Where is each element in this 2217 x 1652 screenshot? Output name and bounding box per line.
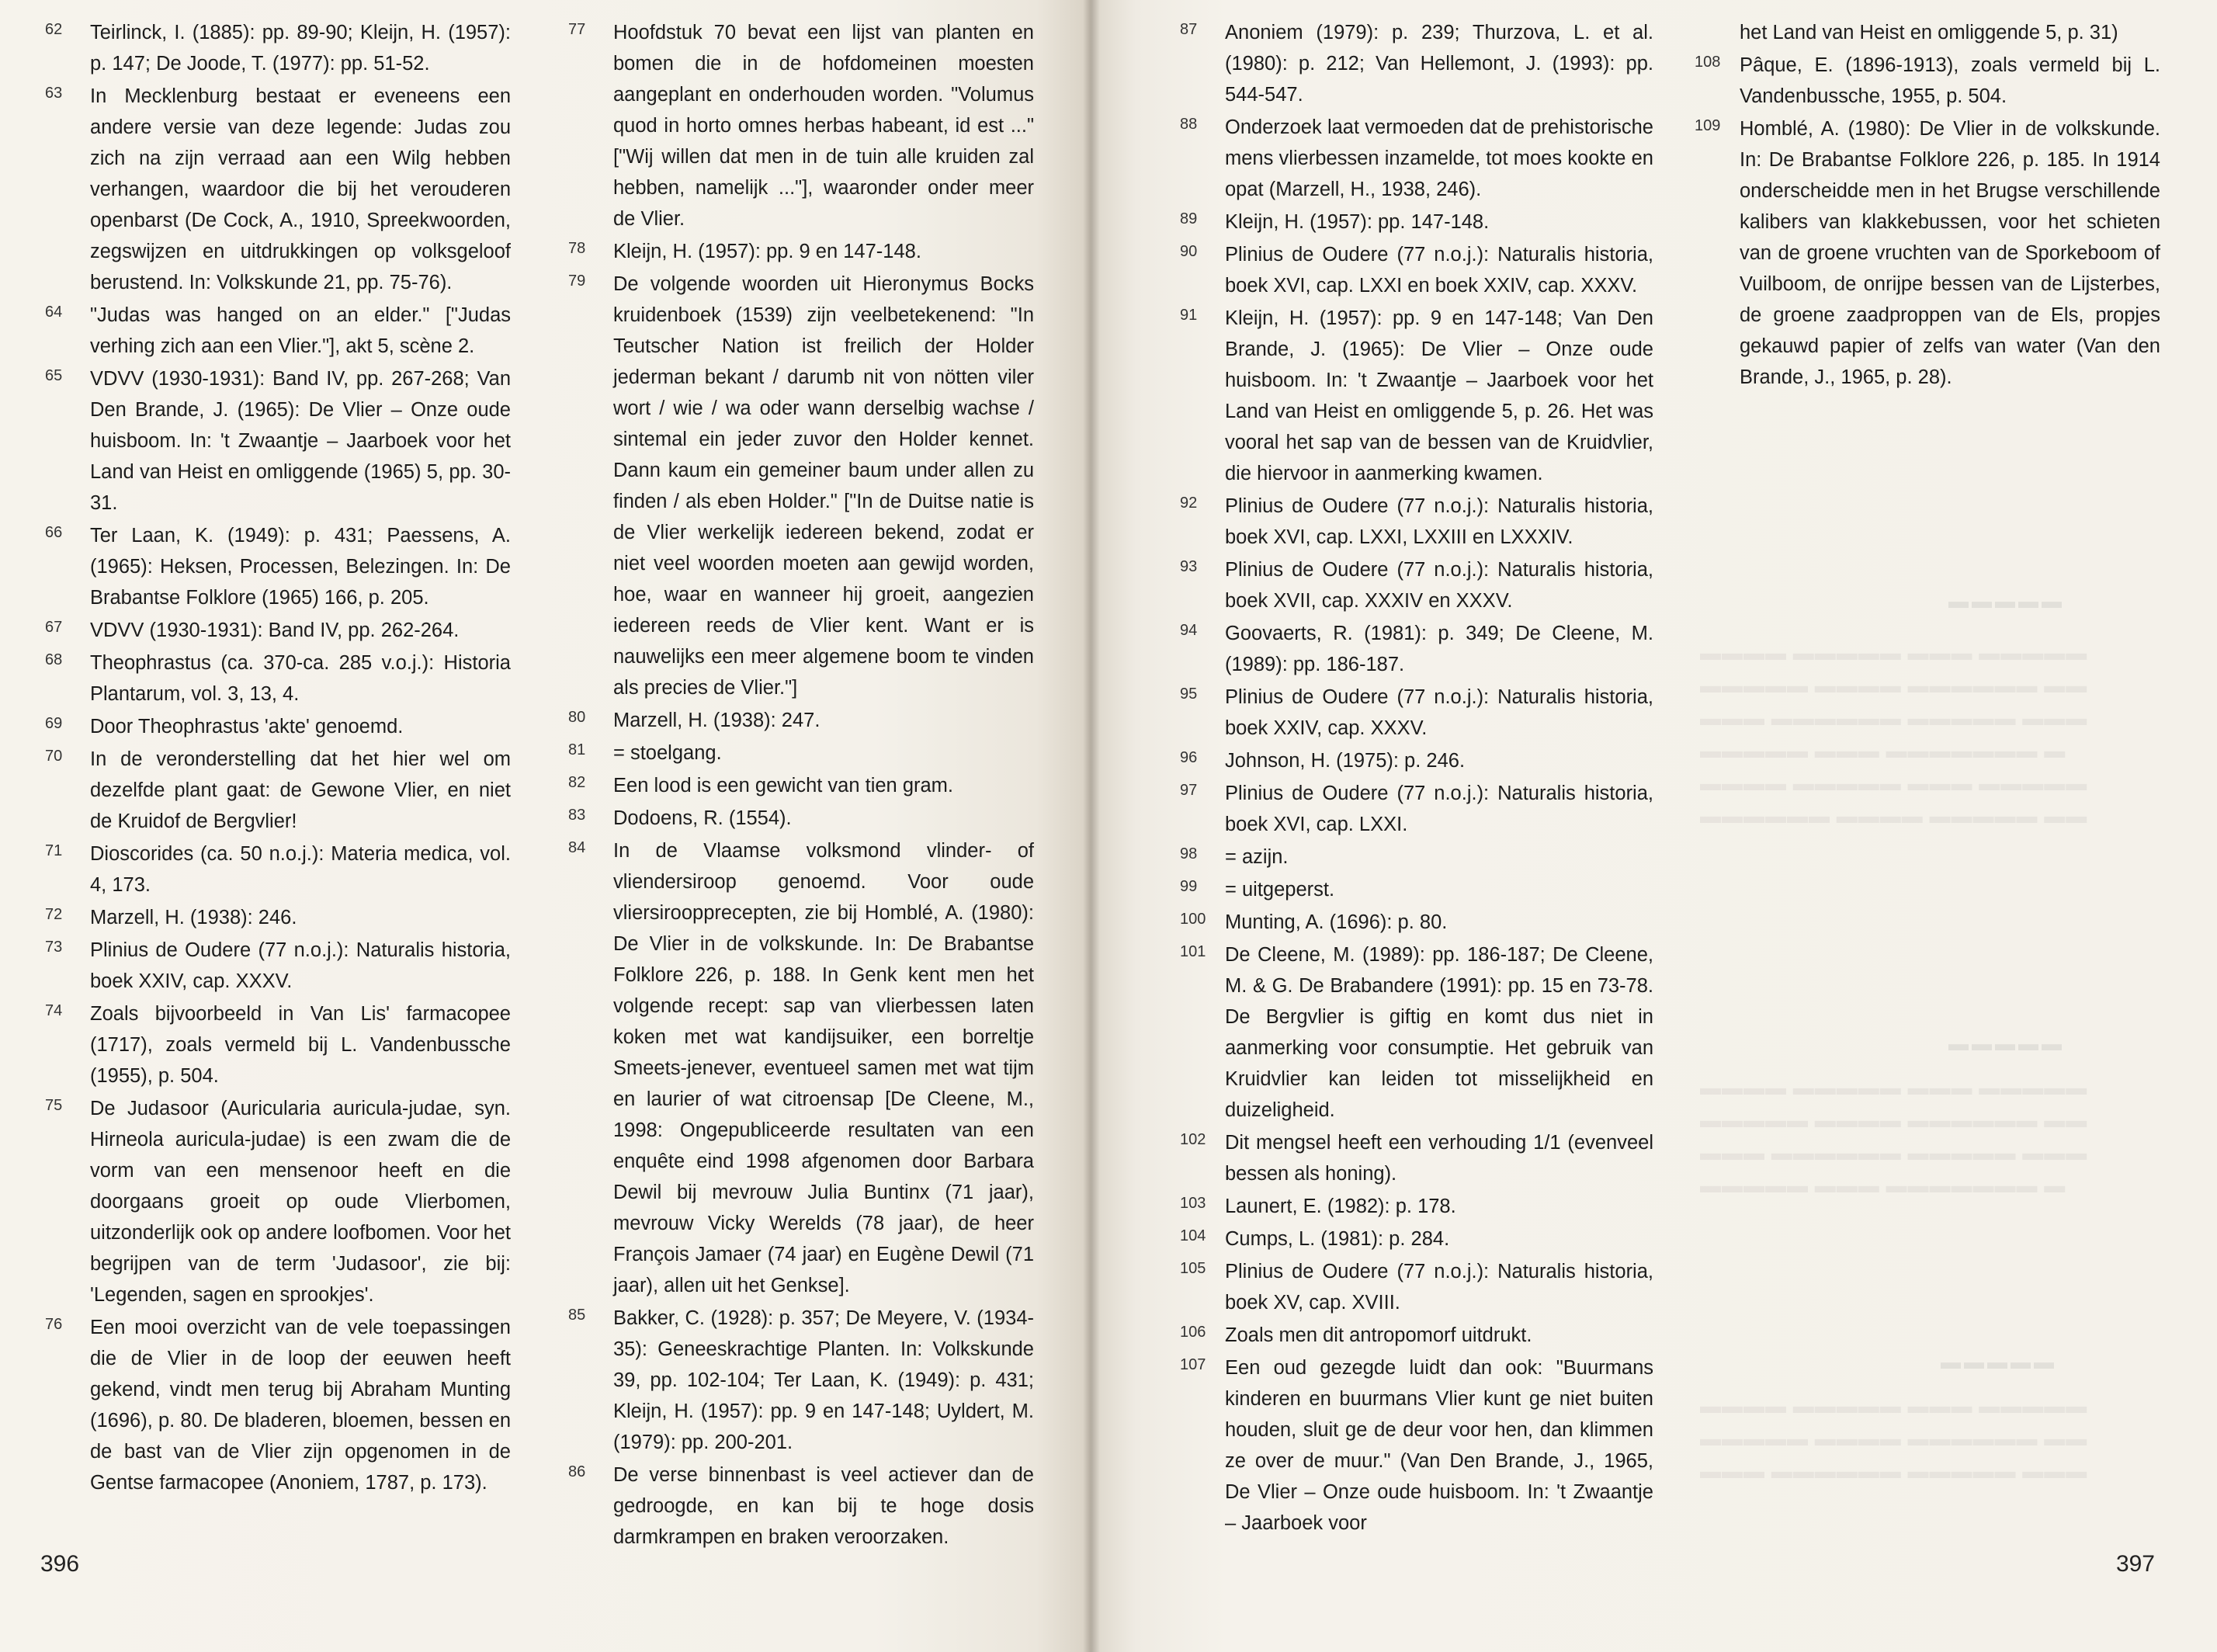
footnote <box>1180 907 1653 938</box>
footnote-text: Kleijn, H. (1957): pp. 147-148. <box>1225 211 1490 233</box>
footnote-text: Kleijn, H. (1957): pp. 9 en 147-148; Van Den Brande, J. (1965): De Vlier – Onze oude huisboom. In: 't Zwaantje – Jaarboek voor het Land van Heist en omliggende 5, p. 26. Het was vooral het sap van de bessen van de Kruidvlier, die hiervoor in aanmerking kwamen. <box>1225 307 1653 484</box>
footnote <box>45 1312 511 1498</box>
footnote <box>1180 1320 1653 1351</box>
footnote-number: 103 <box>1180 1195 1206 1212</box>
footnote <box>1180 1191 1653 1222</box>
footnote-number: 93 <box>1180 558 1198 575</box>
footnote-text: Anoniem (1979): p. 239; Thurzova, L. et al. (1980): p. 212; Van Hellemont, J. (1993): pp. 544-547. <box>1225 22 1653 106</box>
footnote-text: Goovaerts, R. (1981): p. 349; De Cleene, M. (1989): pp. 186-187. <box>1225 623 1653 675</box>
footnote-text: Cumps, L. (1981): p. 284. <box>1225 1228 1450 1250</box>
footnote <box>45 615 511 646</box>
footnote-number: 64 <box>45 304 63 321</box>
footnote <box>45 902 511 933</box>
footnote <box>1180 939 1653 1126</box>
footnote <box>1180 778 1653 840</box>
footnote-text: Dodoens, R. (1554). <box>613 807 792 829</box>
footnote-number: 65 <box>45 367 63 384</box>
footnote-number: 96 <box>1180 749 1198 766</box>
footnote-number: 72 <box>45 906 63 923</box>
footnote-text: Theophrastus (ca. 370-ca. 285 v.o.j.): Historia Plantarum, vol. 3, 13, 4. <box>90 652 511 705</box>
footnote <box>1180 1256 1653 1318</box>
footnote-number: 86 <box>568 1463 586 1480</box>
left-page <box>0 0 1091 1652</box>
footnote-text: = azijn. <box>1225 846 1289 868</box>
footnote-number: 70 <box>45 748 63 765</box>
footnote-text: Zoals men dit antropomorf uitdrukt. <box>1225 1324 1532 1346</box>
footnote-number: 85 <box>568 1307 586 1324</box>
footnote-number: 76 <box>45 1316 63 1333</box>
footnote-text: Plinius de Oudere (77 n.o.j.): Naturalis historia, boek XVI, cap. LXXI, LXXIII en LXXXIV. <box>1225 495 1653 548</box>
page-number: 396 <box>40 1551 80 1577</box>
footnote <box>45 17 511 79</box>
footnote-text: Dioscorides (ca. 50 n.o.j.): Materia medica, vol. 4, 173. <box>90 843 511 896</box>
page-number: 397 <box>2115 1551 2155 1577</box>
footnote-text: Plinius de Oudere (77 n.o.j.): Naturalis historia, boek XVII, cap. XXXIV en XXXV. <box>1225 559 1653 612</box>
footnote-text: VDVV (1930-1931): Band IV, pp. 267-268; Van Den Brande, J. (1965): De Vlier – Onze oude huisboom. In: 't Zwaantje – Jaarboek voor het Land van Heist en omliggende (1965) 5, pp. 30-31. <box>90 368 511 514</box>
footnote <box>1180 1223 1653 1255</box>
footnote-text: De Cleene, M. (1989): pp. 186-187; De Cleene, M. & G. De Brabandere (1991): pp. 15 en 73-78. De Bergvlier is giftig en komt dus niet in aanmerking voor consumptie. Het gebruik van Kruidvlier kan leiden tot misselijkheid en duizeligheid. <box>1225 944 1653 1121</box>
footnote <box>568 705 1034 736</box>
footnote-number: 83 <box>568 807 586 824</box>
footnote-number: 108 <box>1695 54 1721 71</box>
footnote-number: 67 <box>45 619 63 636</box>
footnote-number: 101 <box>1180 943 1206 960</box>
footnote-text: het Land van Heist en omliggende 5, p. 31) <box>1740 22 2118 43</box>
footnote-text: Onderzoek laat vermoeden dat de prehistorische mens vlierbessen inzamelde, tot moes kookte en opat (Marzell, H., 1938, 246). <box>1225 116 1653 200</box>
footnote-number: 81 <box>568 741 586 758</box>
footnote <box>1180 1127 1653 1189</box>
footnote <box>568 1303 1034 1458</box>
footnote-text: Door Theophrastus 'akte' genoemd. <box>90 716 404 738</box>
footnote <box>45 81 511 298</box>
footnote-number: 91 <box>1180 307 1198 324</box>
footnote-number: 105 <box>1180 1260 1206 1277</box>
footnote-text: Plinius de Oudere (77 n.o.j.): Naturalis historia, boek XVI, cap. LXXI. <box>1225 783 1653 835</box>
footnote-text: In Mecklenburg bestaat er eveneens een andere versie van deze legende: Judas zou zich na zijn verraad aan een Wilg hebben verhangen, waardoor die bij het verouderen openbarst (De Cock, A., 1910, Spreekwoorden, zegswijzen en uitdrukkingen op volksgeloof berustend. In: Volkskunde 21, pp. 75-76). <box>90 85 511 293</box>
footnote-text: De verse binnenbast is veel actiever dan de gedroogde, en kan bij te hoge dosis darmkrampen en braken veroorzaken. <box>613 1464 1034 1548</box>
footnote-number: 97 <box>1180 782 1198 799</box>
footnote <box>45 711 511 742</box>
footnote-text: "Judas was hanged on an elder." ["Judas verhing zich aan een Vlier."], akt 5, scène 2. <box>90 304 511 357</box>
footnote <box>45 935 511 997</box>
footnote-text: De volgende woorden uit Hieronymus Bocks kruidenboek (1539) zijn veelbetekenend: "In Teutscher Nation ist freilich der Holder jederman bekant / darumb nit von nötten viler wort / wie / wa oder wann derselbig wachse / sintemal ein jeder zuvor den Holder kennet. Dann kaum ein gemeiner baum under allen zu finden / als eben Holder." ["In de Duitse natie is de Vlier werkelijk iedereen bekend, zodat er niet veel woorden moeten aan gewijd worden, hoe, waar en wanneer hij groeit, aangezien iedereen reeds de Vlier kent. Want er is nauwelijks een meer algemene boom te vinden als precies de Vlier."] <box>613 273 1034 699</box>
footnote-number: 79 <box>568 272 586 290</box>
footnote-number: 107 <box>1180 1356 1206 1373</box>
footnote <box>1180 239 1653 301</box>
footnote-number: 88 <box>1180 116 1198 133</box>
footnote-text: In de Vlaamse volksmond vlinder- of vliendersiroop genoemd. Voor oude vliersiroopprecepten, zie bij Homblé, A. (1980): De Vlier in de volkskunde. In: De Brabantse Folklore 226, p. 188. In Genk kent men het volgende recept: sap van vlierbessen laten koken met wat kandijsuiker, een borreltje Smeets-jenever, eventueel samen met wat tijm en laurier of wat citroensap [De Cleene, M., 1998: Ongepubliceerde resultaten van een enquête eind 1998 afgenomen door Barbara Dewil bij mevrouw Julia Buntinx (71 jaar), mevrouw Vicky Werelds (78 jaar), de heer François Jamaer (74 jaar) en Eugène Dewil (71 jaar), allen uit het Genkse]. <box>613 840 1034 1296</box>
footnote-number: 77 <box>568 21 586 38</box>
footnote <box>1180 112 1653 205</box>
footnote-text: VDVV (1930-1931): Band IV, pp. 262-264. <box>90 620 460 641</box>
footnote <box>568 236 1034 267</box>
footnote-number: 99 <box>1180 878 1198 895</box>
footnote-number: 75 <box>45 1097 63 1114</box>
footnote-text: De Judasoor (Auricularia auricula-judae, syn. Hirneola auricula-judae) is een zwam die de vorm van een mensenoor heeft en die doorgaans groeit op oude Vlierbomen, uitzonderlijk ook op andere loofbomen. Voor het begrijpen van de term 'Judasoor', zie bij: 'Legenden, sagen en sprookjes'. <box>90 1098 511 1306</box>
footnote-number: 95 <box>1180 685 1198 703</box>
footnote-text: Munting, A. (1696): p. 80. <box>1225 911 1448 933</box>
footnote <box>568 738 1034 769</box>
footnote <box>45 300 511 362</box>
footnote-number: 100 <box>1180 911 1206 928</box>
footnote-number: 66 <box>45 524 63 541</box>
footnote <box>45 1093 511 1310</box>
footnote-text: Plinius de Oudere (77 n.o.j.): Naturalis historia, boek XVI, cap. LXXI en boek XXIV, cap. XXXV. <box>1225 244 1653 297</box>
footnote-number: 62 <box>45 21 63 38</box>
footnote-number: 68 <box>45 651 63 668</box>
footnote-number: 104 <box>1180 1227 1206 1244</box>
footnote-text: Plinius de Oudere (77 n.o.j.): Naturalis historia, boek XV, cap. XVIII. <box>1225 1261 1653 1314</box>
footnote-number: 63 <box>45 85 63 102</box>
footnote-number: 73 <box>45 939 63 956</box>
footnote-number: 78 <box>568 240 586 257</box>
footnote-text: Hoofdstuk 70 bevat een lijst van planten en bomen die in de hofdomeinen moesten aangeplant en onderhouden worden. "Volumus quod in horto omnes herbas habeant, id est ..." ["Wij willen dat men in de tuin alle kruiden zal hebben, namelijk ..."], waaronder onder meer de Vlier. <box>613 22 1034 230</box>
footnote-number: 82 <box>568 774 586 791</box>
footnote-text: Bakker, C. (1928): p. 357; De Meyere, V. (1934-35): Geneeskrachtige Planten. In: Volkskunde 39, pp. 102-104; Ter Laan, K. (1949): p. 431; Kleijn, H. (1957): pp. 9 en 147-148; Uyldert, M. (1979): pp. 200-201. <box>613 1307 1034 1453</box>
footnote-number: 106 <box>1180 1324 1206 1341</box>
footnote <box>1180 303 1653 489</box>
footnote-text: Teirlinck, I. (1885): pp. 89-90; Kleijn, H. (1957): p. 147; De Joode, T. (1977): pp. 51-52. <box>90 22 511 75</box>
footnote-number: 102 <box>1180 1131 1206 1148</box>
footnote-number: 74 <box>45 1002 63 1019</box>
footnote-text: Een oud gezegde luidt dan ook: "Buurmans kinderen en buurmans Vlier kunt ge niet buiten houden, sluit ge de deur voor hen, dan klimmen ze over de muur." (Van Den Brande, J., 1965, De Vlier – Onze oude huisboom. In: 't Zwaantje – Jaarboek voor <box>1225 1357 1653 1534</box>
footnote-text: Ter Laan, K. (1949): p. 431; Paessens, A. (1965): Heksen, Processen, Belezingen. In: De Brabantse Folklore (1965) 166, p. 205. <box>90 525 511 609</box>
footnote-text: Homblé, A. (1980): De Vlier in de volkskunde. In: De Brabantse Folklore 226, p. 185. In 1914 onderscheidde men in het Brugse verschillende kalibers van klakkebussen, voor het schieten van de groene vruchten van de Sporkeboom of Vuilboom, de onrijpe bessen van de Lijsterbes, de groene zaadproppen van de Els, propjes gekauwd papier of zelfs van water (Van den Brande, J., 1965, p. 28). <box>1740 118 2160 388</box>
footnote-text: Plinius de Oudere (77 n.o.j.): Naturalis historia, boek XXIV, cap. XXXV. <box>1225 686 1653 739</box>
footnote-number: 80 <box>568 709 586 726</box>
footnote-number: 98 <box>1180 845 1198 862</box>
footnote <box>1180 17 1653 110</box>
footnote-number: 92 <box>1180 495 1198 512</box>
footnote <box>568 1459 1034 1553</box>
footnote <box>1180 1352 1653 1539</box>
footnote <box>568 770 1034 801</box>
footnote-text: Pâque, E. (1896-1913), zoals vermeld bij L. Vandenbussche, 1955, p. 504. <box>1740 54 2160 107</box>
footnote-number: 109 <box>1695 117 1721 134</box>
footnote <box>568 269 1034 703</box>
footnote-number: 94 <box>1180 622 1198 639</box>
footnote-number: 87 <box>1180 21 1198 38</box>
footnote-text: Plinius de Oudere (77 n.o.j.): Naturalis historia, boek XXIV, cap. XXXV. <box>90 939 511 992</box>
footnote-text: Dit mengsel heeft een verhouding 1/1 (evenveel bessen als honing). <box>1225 1132 1653 1185</box>
footnote-text: Johnson, H. (1975): p. 246. <box>1225 750 1466 772</box>
footnote-number: 69 <box>45 715 63 732</box>
show-through-background: ▬▬▬▬▬ ▬▬▬▬▬ ▬▬▬▬▬ ▬▬▬▬ ▬▬▬▬▬ ▬▬▬ ▬▬▬▬▬ ▬▬▬▬▬ ▬▬▬▬ ▬▬▬▬▬▬ ▬▬ ▬▬▬ ▬▬▬▬▬▬ ▬▬▬▬▬ ▬▬▬ ▬▬▬▬▬ ▬▬▬ ▬▬▬▬▬▬▬ ▬ ▬▬▬▬ ▬▬▬▬▬ ▬▬▬ ▬▬▬▬▬ ▬▬▬▬▬▬ ▬▬▬▬ ▬▬▬▬▬ ▬▬ ▬▬▬▬ ▬▬▬▬▬ ▬▬▬ ▬▬▬▬▬ ▬▬▬▬▬ ▬▬▬▬ ▬▬▬▬▬▬ ▬▬ ▬▬▬ ▬▬▬▬▬▬ ▬▬▬▬▬ ▬▬▬ ▬▬▬▬▬ ▬▬▬ ▬▬▬▬▬▬▬ ▬ ▬▬▬▬ ▬▬▬▬▬ ▬▬▬ ▬▬▬▬▬ ▬▬▬▬▬ ▬▬▬▬ ▬▬▬▬▬▬ ▬▬ ▬▬▬ ▬▬▬▬▬▬ ▬▬▬▬▬ ▬▬▬ <box>1700 590 2088 1483</box>
footnote-text: Een mooi overzicht van de vele toepassingen die de Vlier in de loop der eeuwen heeft gekend, vindt men terug bij Abraham Munting (1696), p. 80. De bladeren, bloemen, bessen en de bast van de Vlier zijn opgenomen in de Gentse farmacopee (Anoniem, 1787, p. 173). <box>90 1317 511 1494</box>
footnote <box>45 363 511 519</box>
footnote <box>1180 554 1653 616</box>
footnote <box>1180 206 1653 238</box>
footnote-number: 90 <box>1180 243 1198 260</box>
footnote <box>45 998 511 1092</box>
footnote <box>1180 874 1653 905</box>
footnote-text: Zoals bijvoorbeeld in Van Lis' farmacopee (1717), zoals vermeld bij L. Vandenbussche (1955), p. 504. <box>90 1003 511 1087</box>
footnote-text: Launert, E. (1982): p. 178. <box>1225 1196 1456 1217</box>
left-page-column-2 <box>568 17 1034 1554</box>
footnote <box>1180 491 1653 553</box>
footnote <box>45 520 511 613</box>
footnote-number: 84 <box>568 839 586 856</box>
footnote <box>45 744 511 837</box>
footnote-text: Kleijn, H. (1957): pp. 9 en 147-148. <box>613 241 921 262</box>
book-gutter <box>1083 0 1100 1652</box>
footnote-text: In de veronderstelling dat het hier wel om dezelfde plant gaat: de Gewone Vlier, en niet de Kruidof de Bergvlier! <box>90 748 511 832</box>
footnote <box>1180 842 1653 873</box>
footnote <box>1180 682 1653 744</box>
left-page-column-1 <box>45 17 511 1500</box>
footnote <box>1180 745 1653 776</box>
right-page-column-1 <box>1180 17 1653 1540</box>
footnote <box>45 838 511 901</box>
footnote <box>1180 618 1653 680</box>
footnote-text: = stoelgang. <box>613 742 722 764</box>
footnote <box>568 17 1034 234</box>
footnote-number: 89 <box>1180 210 1198 227</box>
footnote-text: Marzell, H. (1938): 247. <box>613 710 821 731</box>
footnote <box>568 803 1034 834</box>
footnote-number: 71 <box>45 842 63 859</box>
footnote-text: = uitgeperst. <box>1225 879 1335 901</box>
footnote <box>568 835 1034 1301</box>
footnote-text: Marzell, H. (1938): 246. <box>90 907 297 928</box>
footnote <box>45 647 511 710</box>
footnote-text: Een lood is een gewicht van tien gram. <box>613 775 954 796</box>
